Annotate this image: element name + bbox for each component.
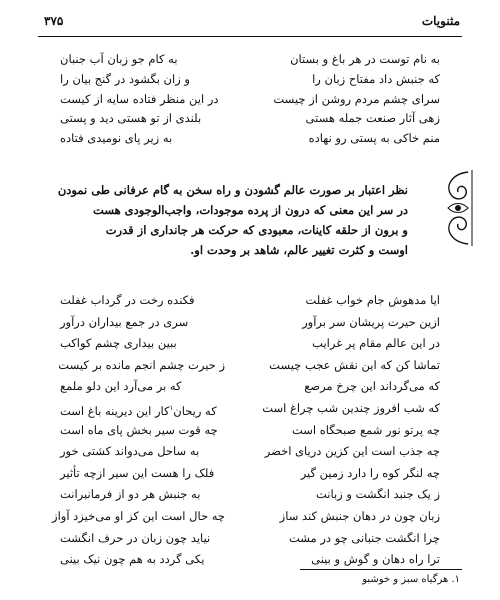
- hemistich-second: فلک را هست این سیر ازچه تأثیر: [60, 465, 215, 480]
- prose-line: در سر این معنی که درون از پرده موجودات، واجب‌الوجودی هست: [93, 203, 408, 217]
- hemistich-second: یکی گردد به هم چون نیک بینی: [60, 552, 205, 567]
- verse-row: [60, 376, 440, 398]
- hemistich-second: چه قوت سیر بخش پای ماه است: [60, 422, 218, 437]
- floral-ornament-icon: [438, 168, 476, 248]
- verse-row: [60, 90, 440, 110]
- hemistich-first: چرا انگشت جنبانی چو در مشت: [289, 530, 440, 545]
- prose-line: و برون از حلقه کاینات، معبودی که حرکت هر جانداری از قدرت: [105, 223, 408, 237]
- hemistich-second: [60, 398, 225, 420]
- hemistich-first: که شب افروز چندین شب چراغ است: [262, 400, 440, 415]
- verse-row: [60, 355, 440, 377]
- verse-row: [60, 109, 440, 129]
- prose-commentary: [57, 180, 408, 260]
- verse-row: [60, 420, 440, 442]
- hemistich-second: به ساحل می‌دواند کشتی خور: [60, 444, 200, 459]
- hemistich-second: چه حال است این کز او می‌خیزد آواز: [52, 508, 225, 523]
- hemistich-second: و زان بگشود در گنج بیان را: [60, 71, 190, 86]
- footnote-rule: [300, 569, 462, 570]
- prose-line: نظر اعتبار بر صورت عالم گشودن و راه سخن به گام عرفانی طی نمودن: [57, 183, 408, 197]
- hemistich-first: که جنبش داد مفتاح زبان را: [312, 71, 440, 86]
- page-number: ۳۷۵: [44, 14, 64, 28]
- hemistich-first: منم خاکی به پستی رو نهاده: [308, 131, 440, 146]
- verse-row: [60, 549, 440, 571]
- running-header-title: مثنویات: [421, 14, 460, 28]
- footnote-marker: ۱: [169, 403, 174, 412]
- hemistich-first: سرای چشم مردم روشن از چیست: [273, 91, 440, 106]
- verse-row: [60, 463, 440, 485]
- hemistich-second: نیاید چون زبان در حرف انگشت: [60, 530, 211, 545]
- verse-text: کار این دیرینه باغ است: [60, 403, 170, 418]
- hemistich-second: فکنده رخت در گرداب غفلت: [60, 293, 195, 307]
- verse-text: که ریحان: [173, 403, 217, 418]
- hemistich-first: ایا مدهوش جام خواب غفلت: [305, 293, 440, 307]
- verse-row: [60, 70, 440, 90]
- verse-block-top: [60, 50, 440, 149]
- header-rule: [38, 36, 462, 37]
- hemistich-first: زهی آثار صنعت جمله هستی: [305, 111, 440, 126]
- hemistich-first: زبان چون در دهان جنبش کند ساز: [279, 508, 440, 523]
- footnote-number: ۱.: [451, 574, 460, 585]
- footnote-text: هرگیاه سبز و خوشبو: [362, 574, 449, 585]
- hemistich-first: چه لنگر کوه را دارد زمین گیر: [300, 465, 440, 480]
- hemistich-second: به کام جو زبان آب جنبان: [60, 52, 178, 66]
- verse-row: [60, 528, 440, 550]
- verse-row: [60, 290, 440, 312]
- hemistich-second: که بر می‌آرد این دلو ملمع: [60, 379, 182, 394]
- hemistich-second: به زیر پای نومیدی فتاده: [60, 131, 173, 146]
- verse-row: [60, 441, 440, 463]
- hemistich-second: بلندی از تو هستی دید و پستی: [60, 111, 202, 126]
- hemistich-first: ز یک جنبد انگشت و زبانت: [315, 487, 440, 502]
- prose-line: اوست و کثرت تغییر عالم، شاهد بر وحدت او.: [190, 243, 408, 257]
- verse-row: [60, 484, 440, 506]
- hemistich-first: تماشا کن که این نقش عجب چیست: [269, 357, 440, 372]
- hemistich-first: به نام توست در هر باغ و بستان: [290, 52, 440, 66]
- verse-row: [60, 312, 440, 334]
- hemistich-second: در این منظر فتاده سایه از کیست: [60, 91, 219, 106]
- hemistich-second: ز حیرت چشم انجم مانده بر کیست: [58, 357, 225, 372]
- verse-block-main: [52, 290, 440, 571]
- hemistich-second: ببین بیداری چشم کواکب: [60, 336, 177, 351]
- hemistich-second: سری در جمع بیداران درآور: [60, 314, 189, 329]
- hemistich-first: که می‌گرداند این چرخ مرصع: [304, 379, 440, 394]
- verse-row: [60, 333, 440, 355]
- hemistich-first: در این عالم مقام پر غرایب: [312, 336, 440, 351]
- hemistich-first: چه پرتو نور شمع صبحگاه است: [291, 422, 440, 437]
- verse-row: [60, 129, 440, 149]
- verse-row: [60, 398, 440, 420]
- hemistich-second: به جنبش هر دو از فرمانبرانت: [60, 487, 201, 502]
- hemistich-first: چه جذب است این کزین دریای اخضر: [264, 444, 440, 459]
- verse-row: [52, 506, 440, 528]
- hemistich-first: ترا راه دهان و گوش و بینی: [311, 552, 440, 567]
- footnote: [362, 574, 460, 585]
- verse-row: [60, 50, 440, 70]
- hemistich-first: ازین حیرت پریشان سر برآور: [302, 314, 440, 329]
